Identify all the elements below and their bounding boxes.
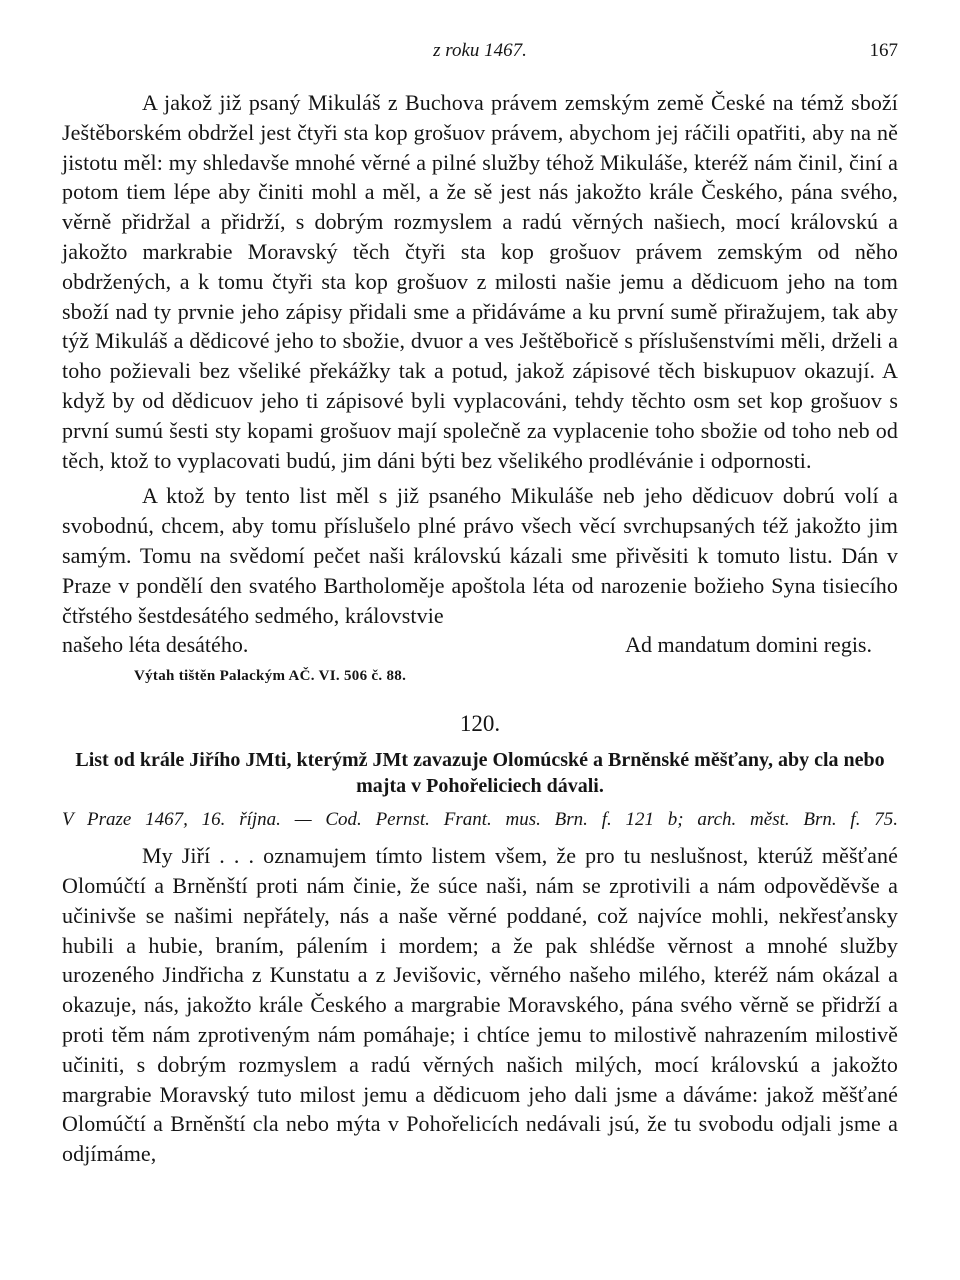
running-head [62, 36, 898, 70]
document-number: 120. [459, 711, 501, 737]
paragraph-1: A jakož již psaný Mikuláš z Buchova právem zemským země České na témž sboží Ještěborském obdržel jest čtyři sta kop grošuov právem, abychom jej ráčili opatřiti, aby na ně jistotu měl: my shledavše mnohé věrné a pilné služby téhož Mikuláše, kteréž nám činil, činí a potom tiem lépe aby činiti mohl a měl, a že sě jest nás jakožto krále Českého, pána svého, věrně přidržal a přidrží, s dobrým rozmyslem a radú věrných našiech, mocí královskú a jakožto markrabie Moravský těch čtyři sta kop grošuov právem zemským od něho obdržených, a k tomu čtyři sta kop grošuov z milosti našie jemu a dědicuom jeho na tom sboží nad ty prvnie jeho zápisy přidali sme a přidáváme a ku první sumě přiražujem, tak aby týž Mikuláš a dědicové jeho to sbožie, dvuor a ves Ještěbořicě s příslušenstvími měli, drželi a toho požievali bez všeliké překážky tak a potud, jakož zápisové těch biskupuov okazují. A když by od dědicuov jeho ti zápisové byli vyplacováni, tehdy těchto osm set kop grošuov s první sumú šesti sty kopami grošuov mají společně za vyplacenie toho sbožie od toho neb od těch, ktož to vyplacovati budú, jim dáni býti bez všelikého prodlévánie i odpornosti. [62, 90, 898, 473]
paragraph-2: A ktož by tento list měl s již psaného Mikuláše neb jeho dědicuov dobrú volí a svobodnú, chcem, aby tomu příslušelo plné právo všech věcí svrchupsaných též jakožto jim samým. Tomu na svědomí pečet naši královskú kázali sme přivěsiti k tomuto listu. Dán v Praze v pondělí den svatého Bartholoměje apoštola léta od narozenie božieho Syna tisiecího čtřstého šestdesátého sedmého, královstvie [62, 483, 898, 628]
running-head-title: z roku 1467. [433, 40, 527, 61]
document-title: List od krále Jiřího JMti, kterýmž JMt zavazuje Olomúcské a Brněnské měšťany, aby cla nebo majta v Pohořeliciech dávali. [75, 749, 885, 798]
paragraph-3: My Jiří . . . oznamujem tímto listem všem, že pro tu neslušnost, kterúž měšťané Olomúčtí a Brněnští proti nám činie, že súce naši, nám se zprotivili a nám odpověděvše a učinivše se našimi nepřátely, nás a naše věrné poddané, což najvíce mohli, nekřesťansky hubili a hubie, braním, pálením i mordem; a že pak shlédše věrnost a mnohé služby urozeného Jindřicha z Kunstatu a z Jevišovic, věrného našeho milého, kteréž nám okázal a okazuje, nás, jakožto krále Českého a margrabie Moravského, pána svého věrně se přidrží a proti těm nám zprotiveným nám pomáhaje; i chtíce jemu to milostivě nahrazením milostivě učiniti, s dobrým rozmyslem a radú věrných našich milých, mocí královskú a jakožto margrabie Moravský tuto milost jemu a dědicuom jeho dali jsme a dáváme: jakož měšťané Olomúčtí a Brněnští cla nebo mýta v Pohořelicích nedávali jsú, že tu svobodu odjali jsme a odjímáme, [62, 843, 898, 1167]
edition-note: Výtah tištěn Palackým AČ. VI. 506 č. 88. [134, 668, 407, 685]
closing-line [62, 630, 898, 660]
mandate-note: Ad mandatum domini regis. [625, 632, 872, 658]
paragraph-2-last-line: našeho léta desátého. [62, 632, 249, 658]
page-number: 167 [869, 40, 898, 61]
book-page [62, 36, 898, 1169]
document-source: V Praze 1467, 16. října. — Cod. Pernst. Frant. mus. Brn. f. 121 b; arch. měst. Brn. f. 75. [62, 809, 898, 831]
